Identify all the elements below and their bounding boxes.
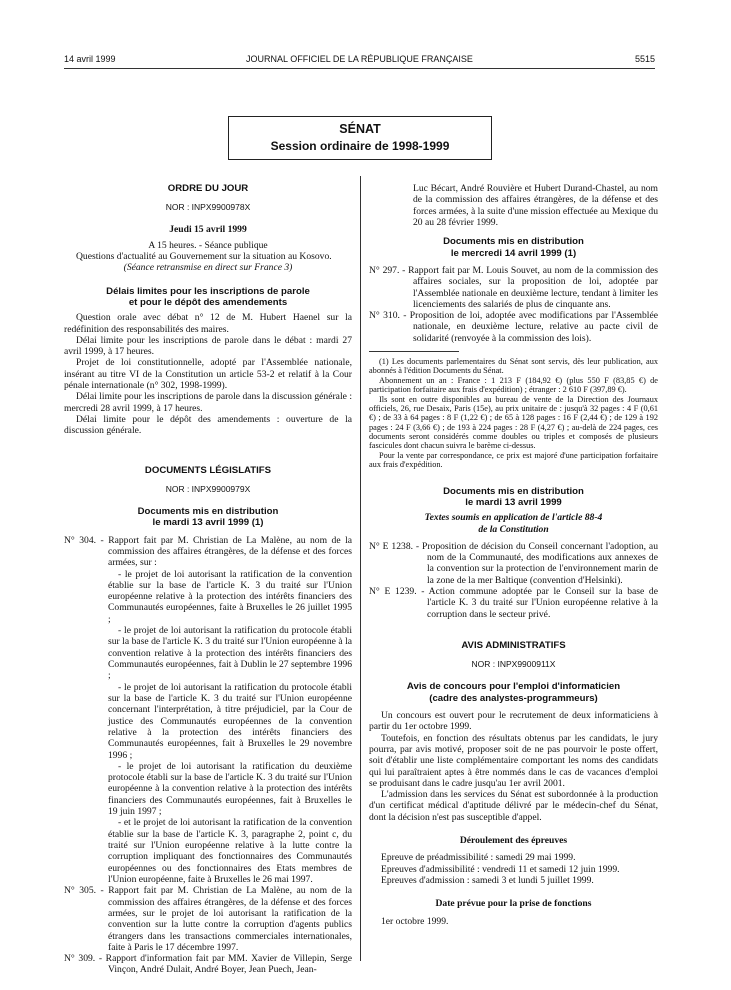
avis-administratifs-title: AVIS ADMINISTRATIFS — [461, 640, 566, 651]
document-304-item-c: - le projet de loi autorisant la ratification du protocole établi sur la base de l'article K. 3 du traité sur l'Union européenne concernant l'interprétation, à titre préjudiciel, par la Cour de justice des Communautés européennes de la convention relative à la protection des intérêts financiers des Communautés européennes, fait à Bruxelles le 29 novembre 1996 ; — [108, 681, 352, 761]
epreuve-preadmissibilite: Epreuve de préadmissibilité : samedi 29 mai 1999. — [381, 852, 576, 864]
delais-p4: Délai limite pour les inscriptions de parole dans la discussion générale : mercredi 28 avril 1999, à 17 heures. — [64, 391, 352, 414]
docs-nor: NOR : INPX9900979X — [165, 483, 251, 494]
document-309-continued: Luc Bécart, André Rouvière et Hubert Durand-Chastel, au nom de la commission des affaires étrangères, de la défense et des forces armées, à la suite d'une mission effectuée au Mexique du 20 au 28 février 1999. — [413, 183, 658, 228]
title-box — [228, 116, 492, 160]
document-310: N° 310. - Proposition de loi, adoptée avec modifications par l'Assemblée nationale, en deuxième lecture, relative au pacte civil de solidarité (renvoyée à la commission des lois). — [369, 310, 658, 344]
seance-day: Jeudi 15 avril 1999 — [169, 224, 247, 236]
textes-title-1: Textes soumis en application de l'article 88-4 — [424, 512, 603, 524]
document-304-item-a: - le projet de loi autorisant la ratification de la convention établie sur la base de l'article K. 3 du traité sur l'Union européenne relative à la protection des intérêts financiers des Communautés européennes, faite à Bruxelles le 26 juillet 1995 ; — [108, 568, 352, 625]
footnote-correspondance: Pour la vente par correspondance, ce prix est majoré d'une participation forfaitaire aux frais d'expédition. — [369, 450, 658, 470]
document-309: N° 309. - Rapport d'information fait par MM. Xavier de Villepin, Serge Vinçon, André Dulait, André Boyer, Jean Puech, Jean- — [64, 953, 352, 976]
concours-p3: L'admission dans les services du Sénat est subordonnée à la production d'un certificat médical d'aptitude délivré par le médecin-chef du Sénat, dont la décision n'est pas susceptible d'appel. — [369, 789, 658, 823]
seance-time: A 15 heures. - Séance publique — [148, 239, 268, 251]
deroulement-title: Déroulement des épreuves — [459, 835, 568, 847]
textes-title-2: de la Constitution — [478, 523, 549, 535]
date-prise-fonctions-title: Date prévue pour la prise de fonctions — [435, 898, 592, 910]
right-column — [369, 183, 658, 927]
distribution-13-title-1: Documents mis en distribution — [137, 505, 279, 517]
page-header — [64, 54, 655, 68]
document-e1239: N° E 1239. - Action commune adoptée par le Conseil sur la base de l'article K. 3 du traité sur l'Union européenne relative à la corruption dans le secteur privé. — [369, 586, 658, 620]
footnote-rule — [369, 351, 459, 352]
concours-title-2: (cadre des analystes-programmeurs) — [429, 692, 598, 704]
ordre-du-jour-title: ORDRE DU JOUR — [167, 183, 249, 194]
document-304-item-d: - le projet de loi autorisant la ratification du deuxième protocole établi sur la base de l'article K. 3 du traité sur l'Union européenne à la convention relative à la protection des intérêts financiers des Communautés européennes, fait à Bruxelles le 19 juin 1997 ; — [108, 760, 352, 818]
ordre-nor: NOR : INPX9900978X — [165, 202, 251, 213]
left-column — [64, 183, 352, 976]
footnote-prix: Ils sont en outre disponibles au bureau de vente de la Direction des Journaux officiels, 26, rue Desaix, Paris (15e), au prix unitaire de : jusqu'à 32 pages : 4 F (0,61 €) ; de 33 à 64 pages : 8 F (1,22 €) ; de 65 à 128 pages : 16 F (2,44 €) ; de 129 à 192 pages : 24 F (3,66 €) ; de 193 à 224 pages : 28 F (4,27 €) ; au-delà de 224 pages, ces documents seront considérés comme doubles ou triples et composés de plusieurs fascicules dont chacun suivra le barème ci-dessus. — [369, 394, 658, 451]
delais-title-2: et pour le dépôt des amendements — [128, 296, 288, 308]
docs-legislatifs-title: DOCUMENTS LÉGISLATIFS — [144, 464, 272, 476]
footnote-abonnement: Abonnement un an : France : 1 213 F (184,92 €) (plus 550 F (83,85 €) de participation forfaitaire aux frais d'expédition) ; étranger : 2 610 F (397,89 €). — [369, 375, 658, 395]
questions-text: Questions d'actualité au Gouvernement sur la situation au Kosovo. — [76, 250, 332, 262]
retransmise-text: (Séance retransmise en direct sur France 3) — [123, 262, 293, 274]
document-305: N° 305. - Rapport fait par M. Christian de La Malène, au nom de la commission des affaires étrangères, de la défense et des forces armées, sur le projet de loi autorisant la ratification de la convention sur la lutte contre la corruption d'agents publics étrangers dans les transactions commerciales internationales, faite à Paris le 17 décembre 1997. — [64, 885, 352, 953]
distribution-13b-title-2: le mardi 13 avril 1999 — [465, 496, 562, 508]
avis-nor: NOR : INPX9900911X — [471, 659, 556, 670]
distribution-14-title-2: le mercredi 14 avril 1999 (1) — [450, 247, 577, 259]
delais-title-1: Délais limites pour les inscriptions de parole — [106, 285, 310, 297]
header-rule — [64, 68, 655, 69]
document-e1238: N° E 1238. - Proposition de décision du Conseil concernant l'adoption, au nom de la Communauté, des modifications aux annexes de la convention sur la protection de l'environnement marin de la zone de la mer Baltique (convention d'Helsinki). — [369, 540, 658, 586]
document-304-item-e: - et le projet de loi autorisant la ratification de la convention établie sur la base de l'article K. 3, paragraphe 2, point c, du traité sur l'Union européenne relative à la lutte contre la corruption impliquant des fonctionnaires des Communautés européennes ou des fonctionnaires des Etats membres de l'Union européenne, faite à Bruxelles le 26 mai 1997. — [108, 817, 352, 885]
title-senat: SÉNAT — [339, 122, 381, 136]
distribution-13-title-2: le mardi 13 avril 1999 (1) — [152, 517, 264, 529]
delais-p3: Projet de loi constitutionnelle, adopté par l'Assemblée nationale, insérant au titre VI de la Constitution un article 53-2 et relatif à la Cour pénale internationale (n° 302, 1998-1999). — [64, 357, 352, 392]
document-297: N° 297. - Rapport fait par M. Louis Souvet, au nom de la commission des affaires sociales, sur la proposition de loi, adoptée par l'Assemblée nationale en deuxième lecture, tendant à limiter les licenciements des salariés de plus de cinquante ans. — [369, 264, 658, 310]
epreuves-admission: Epreuves d'admission : samedi 3 et lundi 5 juillet 1999. — [381, 875, 594, 887]
document-304-item-b: - le projet de loi autorisant la ratification du protocole établi sur la base de l'article K. 3 du traité sur l'Union européenne à la convention relative à la protection des intérêts financiers des Communautés européennes, fait à Dublin le 27 septembre 1996 ; — [108, 625, 352, 682]
distribution-14-title-1: Documents mis en distribution — [443, 236, 584, 248]
epreuves-admissibilite: Epreuves d'admissibilité : vendredi 11 et samedi 12 juin 1999. — [381, 863, 620, 875]
delais-p2: Délai limite pour les inscriptions de parole dans le débat : mardi 27 avril 1999, à 17 heures. — [64, 334, 352, 358]
document-304: N° 304. - Rapport fait par M. Christian de La Malène, au nom de la commission des affaires étrangères, de la défense et des forces armées, sur : — [64, 534, 352, 569]
concours-p2: Toutefois, en fonction des résultats obtenus par les candidats, le jury pourra, par avis motivé, proposer soit de ne pas pourvoir le poste offert, soit d'établir une liste complémentaire comportant les noms des candidats qui lui paraîtraient aptes à être nommés dans le cas de vacances d'emploi se produisant dans le cadre jusqu'au 1er avril 2001. — [369, 732, 658, 789]
header-page-number: 5515 — [634, 54, 655, 64]
distribution-13b-title-1: Documents mis en distribution — [443, 485, 584, 497]
column-divider — [360, 176, 361, 961]
footnote-1: (1) Les documents parlementaires du Sénat sont servis, dès leur publication, aux abonnés à l'édition Documents du Sénat. — [369, 357, 658, 376]
concours-p1: Un concours est ouvert pour le recrutement de deux informaticiens à partir du 1er octobre 1999. — [369, 709, 658, 733]
header-date: 14 avril 1999 — [64, 54, 116, 64]
delais-p1: Question orale avec débat n° 12 de M. Hubert Haenel sur la redéfinition des responsabilités des maires. — [64, 312, 352, 335]
delais-p5: Délai limite pour le dépôt des amendements : ouverture de la discussion générale. — [64, 414, 352, 437]
concours-title-1: Avis de concours pour l'emploi d'informaticien — [406, 681, 621, 693]
title-session: Session ordinaire de 1998-1999 — [270, 138, 450, 153]
date-prise-fonctions-value: 1er octobre 1999. — [381, 915, 449, 927]
header-journal: JOURNAL OFFICIEL DE LA RÉPUBLIQUE FRANÇAISE — [246, 54, 473, 64]
